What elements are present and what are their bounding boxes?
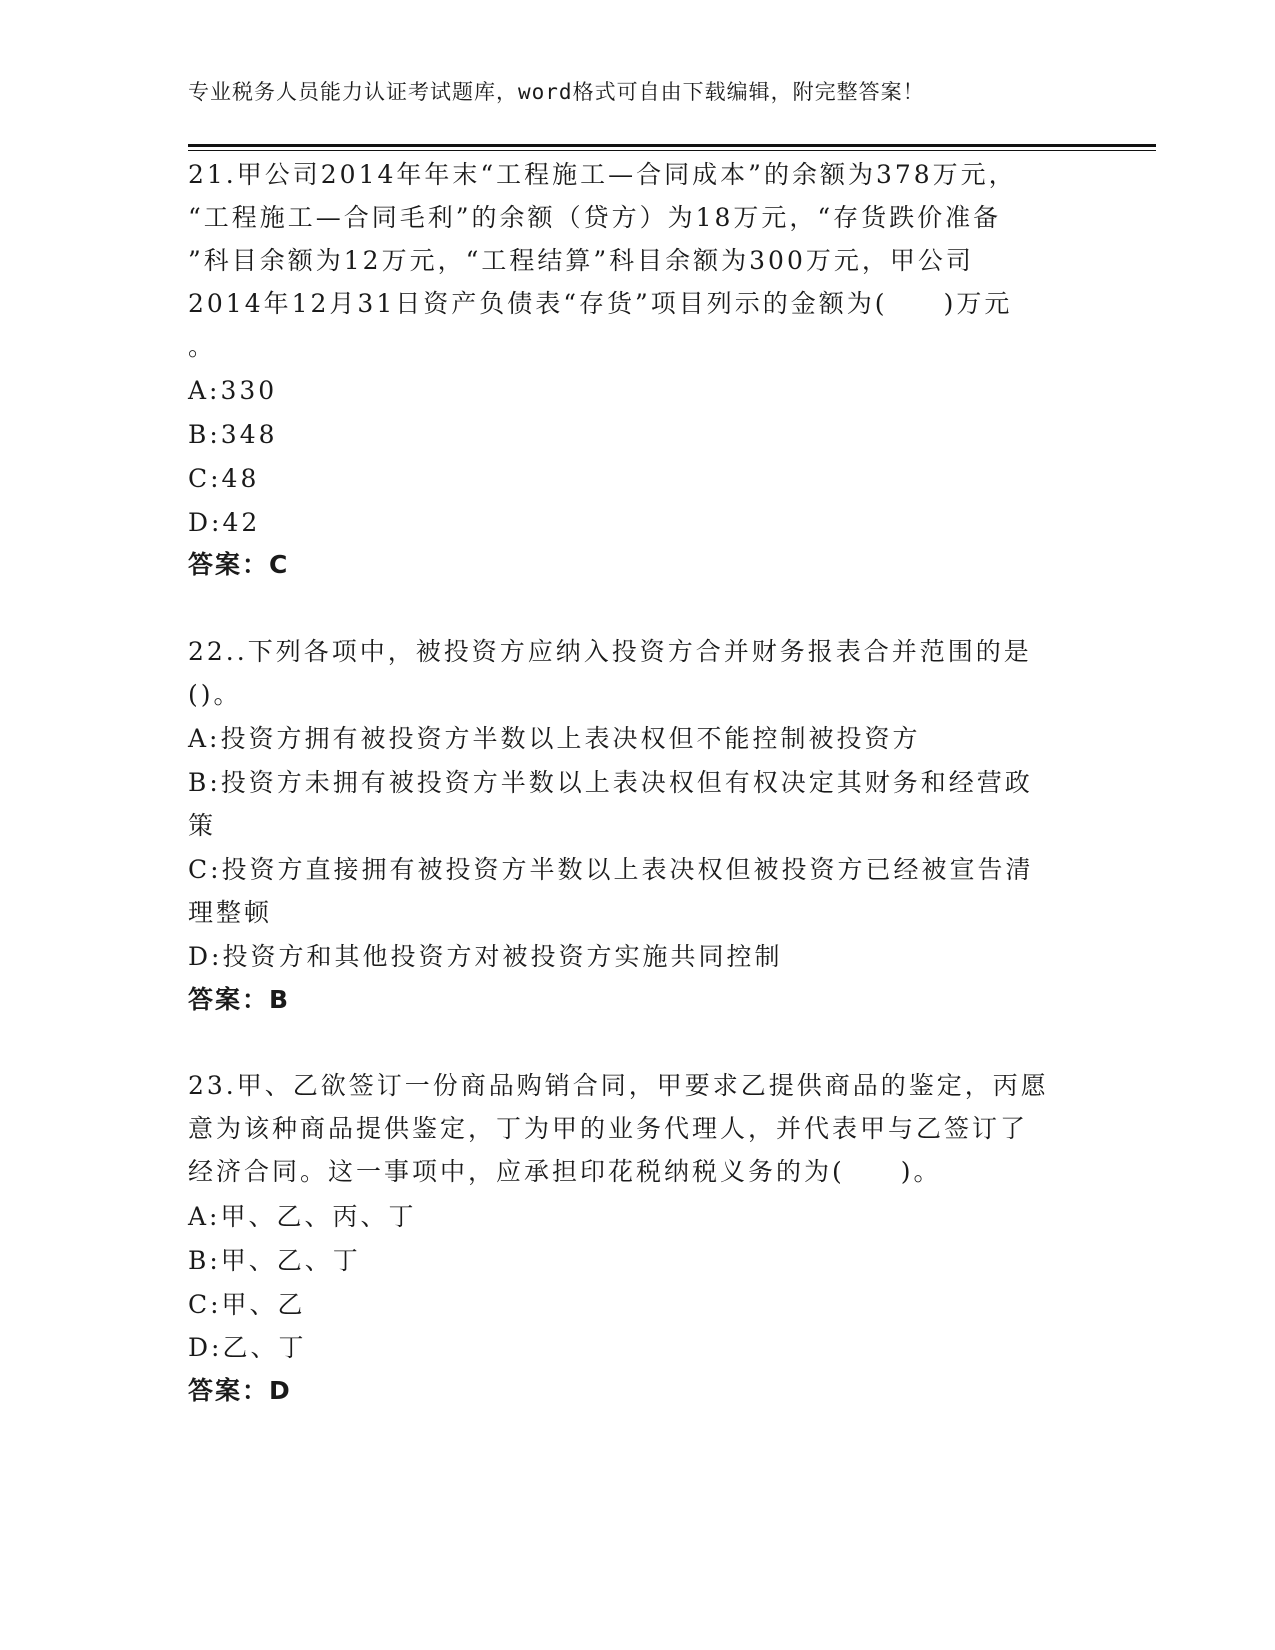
option-d: D:投资方和其他投资方对被投资方实施共同控制 bbox=[188, 942, 783, 971]
option-a: A:投资方拥有被投资方半数以上表决权但不能控制被投资方 bbox=[188, 724, 921, 753]
question-stem-line: ()。 bbox=[188, 680, 242, 709]
question-stem-line: 23.甲、乙欲签订一份商品购销合同，甲要求乙提供商品的鉴定，丙愿 bbox=[188, 1071, 1049, 1100]
option-b: B:甲、乙、丁 bbox=[188, 1246, 361, 1275]
option-a: A:甲、乙、丙、丁 bbox=[188, 1202, 417, 1231]
option-c-continued: 理整顿 bbox=[188, 898, 273, 927]
question-stem-line: ”科目余额为12万元，“工程结算”科目余额为300万元，甲公司 bbox=[188, 246, 974, 275]
option-c: C:48 bbox=[188, 464, 260, 493]
question-stem-line: 。 bbox=[188, 332, 217, 361]
option-a: A:330 bbox=[188, 376, 278, 405]
question-stem-line: 经济合同。这一事项中，应承担印花税纳税义务的为( )。 bbox=[188, 1157, 942, 1186]
page-header: 专业税务人员能力认证考试题库，word格式可自由下载编辑，附完整答案！ bbox=[188, 80, 925, 104]
option-b-continued: 策 bbox=[188, 811, 217, 840]
option-c: C:投资方直接拥有被投资方半数以上表决权但被投资方已经被宣告清 bbox=[188, 855, 1034, 884]
answer: 答案：C bbox=[188, 550, 290, 579]
option-b: B:投资方未拥有被投资方半数以上表决权但有权决定其财务和经营政 bbox=[188, 768, 1033, 797]
option-d: D:乙、丁 bbox=[188, 1333, 307, 1362]
question-stem-line: 意为该种商品提供鉴定，丁为甲的业务代理人，并代表甲与乙签订了 bbox=[188, 1114, 1029, 1143]
header-rule-thick bbox=[188, 144, 1156, 147]
option-c: C:甲、乙 bbox=[188, 1290, 306, 1319]
answer: 答案：B bbox=[188, 985, 291, 1014]
option-d: D:42 bbox=[188, 508, 261, 537]
option-b: B:348 bbox=[188, 420, 278, 449]
header-rule-thin bbox=[188, 150, 1156, 151]
question-stem-line: 2014年12月31日资产负债表“存货”项目列示的金额为( )万元 bbox=[188, 289, 1013, 318]
answer: 答案：D bbox=[188, 1376, 292, 1405]
question-stem-line: “工程施工—合同毛利”的余额（贷方）为18万元，“存货跌价准备 bbox=[188, 203, 1002, 232]
question-stem-line: 21.甲公司2014年年末“工程施工—合同成本”的余额为378万元， bbox=[188, 160, 1017, 189]
question-stem-line: 22..下列各项中，被投资方应纳入投资方合并财务报表合并范围的是 bbox=[188, 637, 1032, 666]
